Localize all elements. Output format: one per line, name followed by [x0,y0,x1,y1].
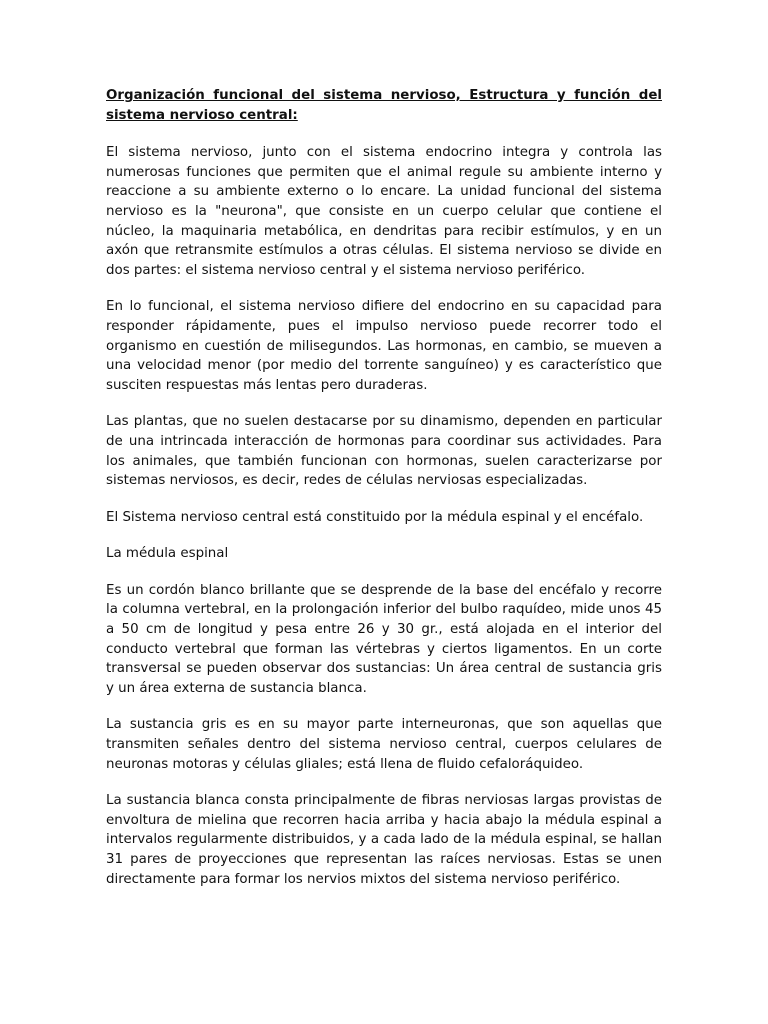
paragraph-sistema-nervioso: El sistema nervioso, junto con el sistema endocrino integra y controla las numerosas funciones que permiten que el animal regule su ambiente interno y reaccione a su ambiente externo o lo encare. La unidad funcional del sistema nervioso es la "neurona", que consiste en un cuerpo celular que contiene el núcleo, la maquinaria metabólica, en dendritas para recibir estímulos, y en un axón que retransmite estímulos a otras células. El sistema nervioso se divide en dos partes: el sistema nervioso central y el sistema nervioso periférico. [106,145,662,278]
paragraph-sustancia-gris: La sustancia gris es en su mayor parte interneuronas, que son aquellas que transmiten señales dentro del sistema nervioso central, cuerpos celulares de neuronas motoras y células gliales; está llena de fluido cefaloráquideo. [106,717,662,772]
section-heading-medula-espinal: La médula espinal [106,546,229,562]
paragraph-plantas: Las plantas, que no suelen destacarse por su dinamismo, dependen en particular de una intrincada interacción de hormonas para coordinar sus actividades. Para los animales, que también funcionan con hormonas, suelen caracterizarse por sistemas nerviosos, es decir, redes de células nerviosas especializadas. [106,414,662,489]
paragraph-snc: El Sistema nervioso central está constituido por la médula espinal y el encéfalo. [106,509,644,525]
paragraph-funcional: En lo funcional, el sistema nervioso difiere del endocrino en su capacidad para responder rápidamente, pues el impulso nervioso puede recorrer todo el organismo en cuestión de milisegundos. Las hormonas, en cambio, se mueven a una velocidad menor (por medio del torrente sanguíneo) y es característico que susciten respuestas más lentas pero duraderas. [106,299,662,393]
paragraph-cordon-blanco: Es un cordón blanco brillante que se desprende de la base del encéfalo y recorre la columna vertebral, en la prolongación inferior del bulbo raquídeo, mide unos 45 a 50 cm de longitud y pesa entre 26 y 30 gr., está alojada en el interior del conducto vertebral que forman las vértebras y ciertos ligamentos. En un corte transversal se pueden observar dos sustancias: Un área central de sustancia gris y un área externa de sustancia blanca. [106,582,662,696]
document-title: Organización funcional del sistema nervioso, Estructura y función del sistema nervioso central: [106,88,662,123]
paragraph-sustancia-blanca: La sustancia blanca consta principalmente de fibras nerviosas largas provistas de envoltura de mielina que recorren hacia arriba y hacia abajo la médula espinal a intervalos regularmente distribuidos, y a cada lado de la médula espinal, se hallan 31 pares de proyecciones que representan las raíces nerviosas. Estas se unen directamente para formar los nervios mixtos del sistema nervioso periférico. [106,793,662,887]
